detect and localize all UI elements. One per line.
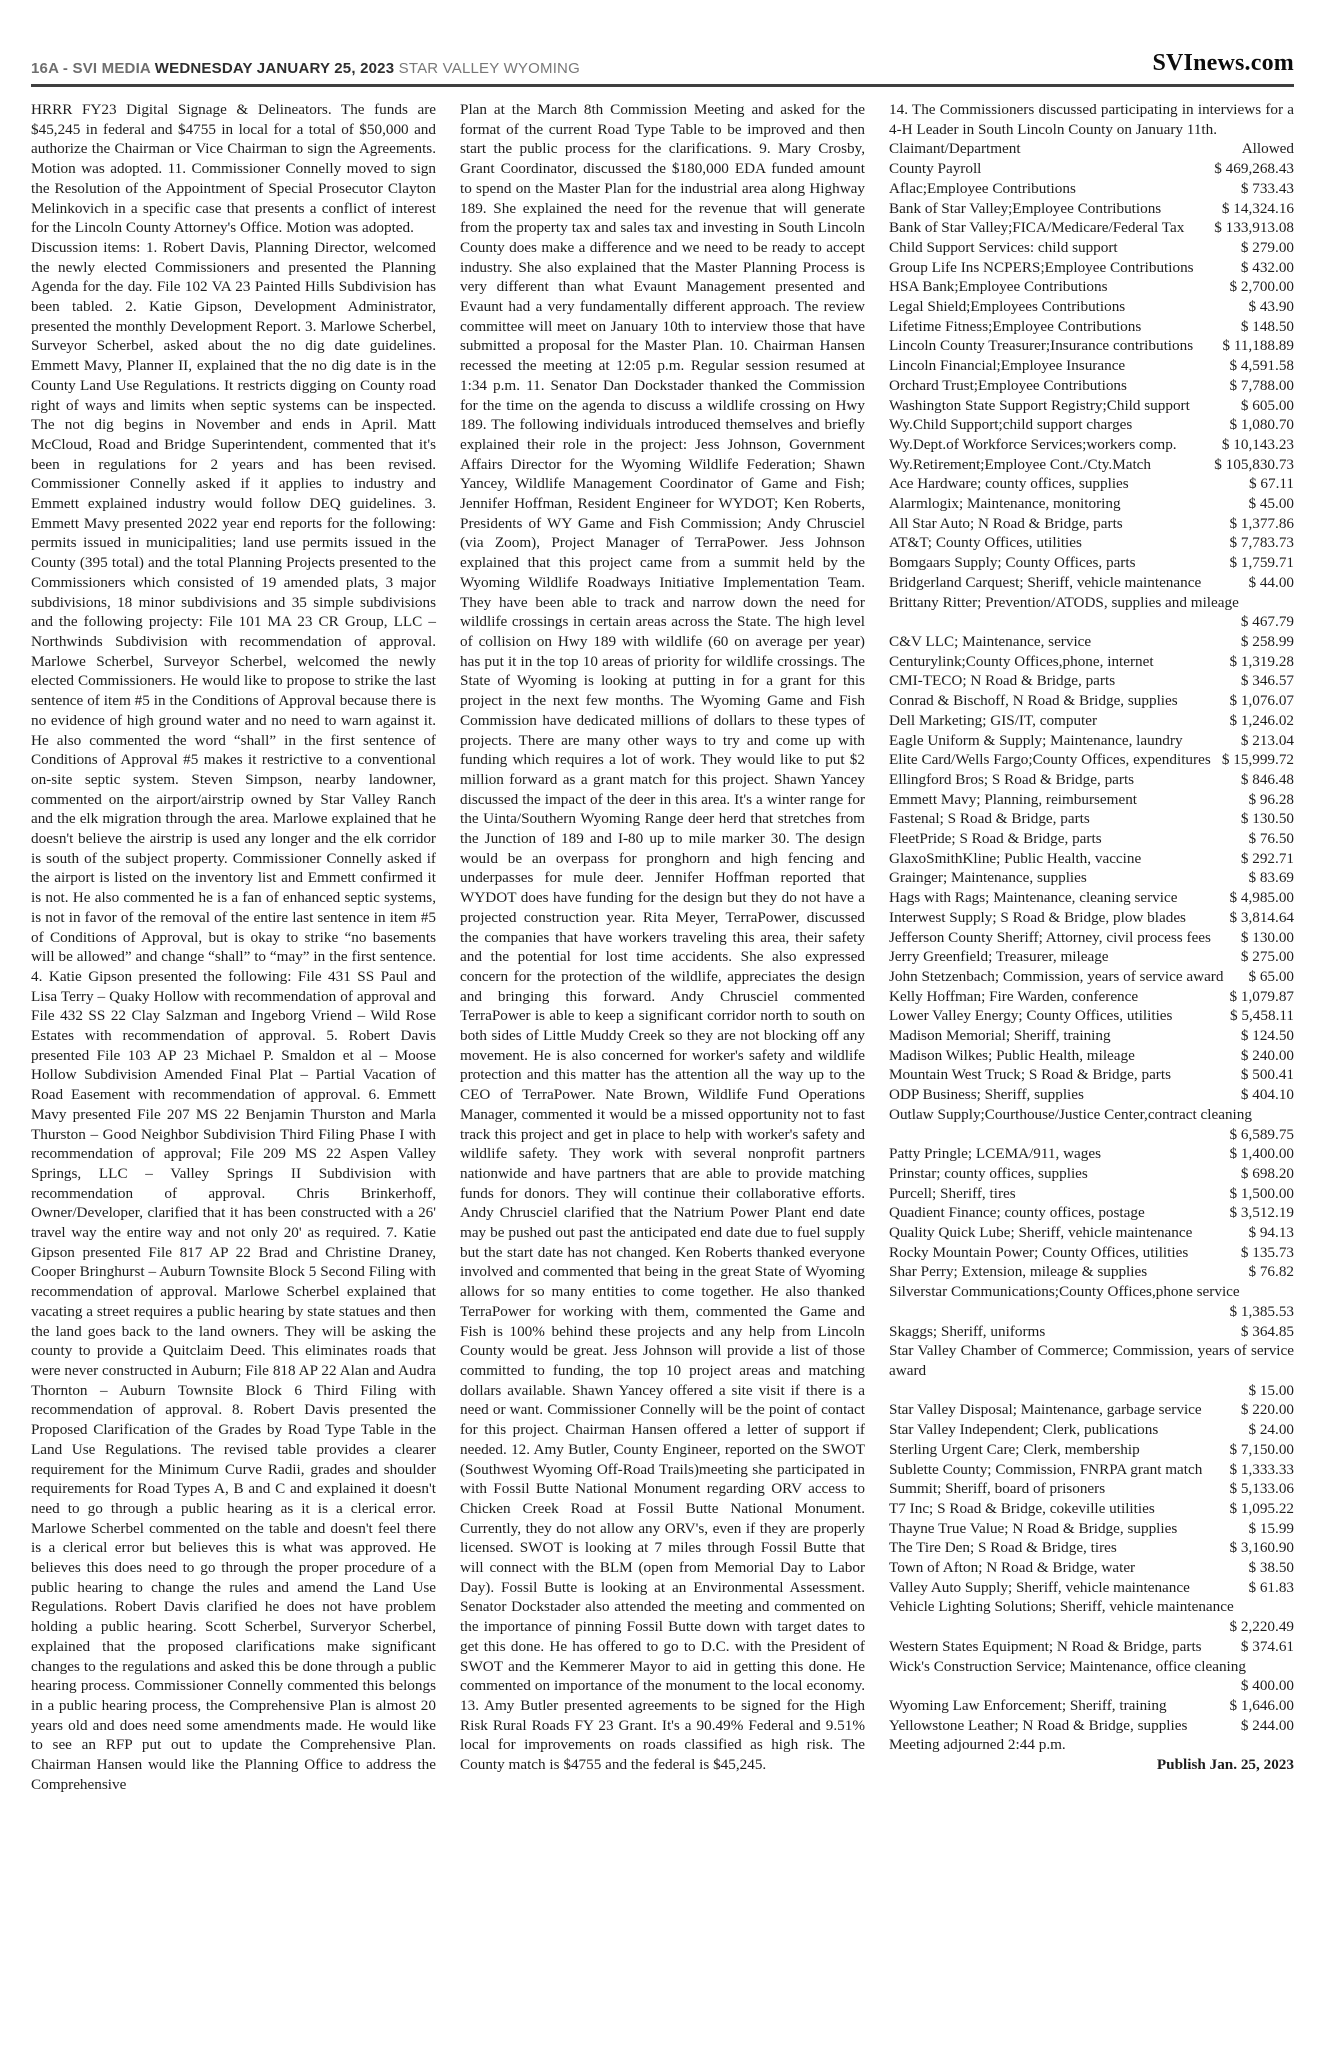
ledger-claimant: Lifetime Fitness;Employee Contributions bbox=[889, 317, 1142, 335]
ledger-row bbox=[889, 1026, 1294, 1046]
ledger-amount: $ 698.20 bbox=[1240, 1164, 1294, 1182]
ledger-amount: $ 1,333.33 bbox=[1229, 1460, 1294, 1478]
ledger-amount: $ 346.57 bbox=[1240, 672, 1294, 690]
article-column-1 bbox=[31, 100, 436, 1794]
ledger-claimant: Star Valley Independent; Clerk, publications bbox=[889, 1421, 1159, 1439]
ledger-amount: $ 83.69 bbox=[1248, 869, 1294, 887]
ledger-row bbox=[889, 809, 1294, 829]
ledger-row bbox=[889, 1420, 1294, 1440]
ledger-claimant: Wy.Dept.of Workforce Services;workers comp. bbox=[889, 435, 1177, 453]
ledger-amount: $ 275.00 bbox=[1240, 948, 1294, 966]
ledger-row bbox=[889, 553, 1294, 573]
ledger-claimant: Lincoln Financial;Employee Insurance bbox=[889, 357, 1126, 375]
ledger-row bbox=[889, 199, 1294, 219]
ledger-claimant: HSA Bank;Employee Contributions bbox=[889, 278, 1108, 296]
ledger-amount: $ 45.00 bbox=[1248, 495, 1294, 513]
ledger-amount: $ 2,220.49 bbox=[1229, 1618, 1294, 1636]
ledger-claimant: Ace Hardware; county offices, supplies bbox=[889, 475, 1129, 493]
ledger-claimant: Eagle Uniform & Supply; Maintenance, laundry bbox=[889, 731, 1183, 749]
ledger-row bbox=[889, 652, 1294, 672]
ledger-claimant: Kelly Hoffman; Fire Warden, conference bbox=[889, 987, 1139, 1005]
ledger-claimant: Child Support Services: child support bbox=[889, 238, 1118, 256]
ledger-claimant: Alarmlogix; Maintenance, monitoring bbox=[889, 495, 1121, 513]
ledger-amount: $ 1,246.02 bbox=[1229, 711, 1294, 729]
ledger-claimant: Bank of Star Valley;Employee Contributions bbox=[889, 199, 1162, 217]
ledger-row bbox=[889, 849, 1294, 869]
ledger-claimant: Lincoln County Treasurer;Insurance contributions bbox=[889, 337, 1194, 355]
ledger-row bbox=[889, 218, 1294, 238]
ledger-amount: $ 44.00 bbox=[1248, 573, 1294, 591]
ledger-amount: $ 15.00 bbox=[1248, 1381, 1294, 1399]
ledger-row bbox=[889, 1558, 1294, 1578]
ledger-claimant: Shar Perry; Extension, mileage & supplies bbox=[889, 1263, 1148, 1281]
ledger-row bbox=[889, 238, 1294, 258]
ledger-row bbox=[889, 829, 1294, 849]
ledger-claimant: Prinstar; county offices, supplies bbox=[889, 1164, 1088, 1182]
ledger-claimant: Purcell; Sheriff, tires bbox=[889, 1184, 1016, 1202]
ledger-claimant: Quality Quick Lube; Sheriff, vehicle maintenance bbox=[889, 1224, 1193, 1242]
ledger-claimant: Outlaw Supply;Courthouse/Justice Center,contract cleaning bbox=[889, 1105, 1252, 1123]
ledger-amount: $ 11,188.89 bbox=[1222, 337, 1294, 355]
ledger-claimant: Madison Wilkes; Public Health, mileage bbox=[889, 1046, 1135, 1064]
ledger-amount: $ 279.00 bbox=[1240, 238, 1294, 256]
ledger-claimant: Mountain West Truck; S Road & Bridge, parts bbox=[889, 1066, 1171, 1084]
ledger-claimant: Fastenal; S Road & Bridge, parts bbox=[889, 810, 1090, 828]
ledger-amount: $ 14,324.16 bbox=[1221, 199, 1294, 217]
ledger-row bbox=[889, 1460, 1294, 1480]
ledger-claimant: Western States Equipment; N Road & Bridge, parts bbox=[889, 1637, 1202, 1655]
ledger-row bbox=[889, 1105, 1294, 1144]
ledger-claimant: The Tire Den; S Road & Bridge, tires bbox=[889, 1539, 1117, 1557]
ledger-row bbox=[889, 967, 1294, 987]
ledger-amount: $ 432.00 bbox=[1240, 258, 1294, 276]
ledger-row bbox=[889, 1696, 1294, 1716]
ledger-claimant: Wy.Retirement;Employee Cont./Cty.Match bbox=[889, 455, 1151, 473]
ledger-claimant: John Stetzenbach; Commission, years of service award bbox=[889, 967, 1224, 985]
ledger-row bbox=[889, 947, 1294, 967]
ledger-header-row bbox=[889, 139, 1294, 159]
ledger-claimant: Centurylink;County Offices,phone, internet bbox=[889, 652, 1154, 670]
ledger-amount: $ 469,268.43 bbox=[1214, 160, 1294, 178]
header-divider bbox=[31, 84, 1294, 87]
page-info bbox=[31, 60, 580, 77]
ledger-claimant: Conrad & Bischoff, N Road & Bridge, supplies bbox=[889, 692, 1178, 710]
ledger-claimant: Hags with Rags; Maintenance, cleaning service bbox=[889, 889, 1178, 907]
ledger-claimant: Bomgaars Supply; County Offices, parts bbox=[889, 554, 1136, 572]
ledger-amount: $ 61.83 bbox=[1248, 1578, 1294, 1596]
ledger-row bbox=[889, 514, 1294, 534]
masthead-logo: SVInews.com bbox=[1152, 50, 1294, 76]
ledger-row bbox=[889, 888, 1294, 908]
ledger-amount: $ 733.43 bbox=[1240, 179, 1294, 197]
ledger-claimant: Silverstar Communications;County Offices,phone service bbox=[889, 1283, 1240, 1301]
ledger-amount: $ 1,076.07 bbox=[1229, 692, 1294, 710]
publish-date-line: Publish Jan. 25, 2023 bbox=[1156, 1756, 1294, 1774]
ledger-amount: $ 1,377.86 bbox=[1229, 514, 1294, 532]
ledger-row bbox=[889, 1657, 1294, 1696]
ledger-row bbox=[889, 336, 1294, 356]
ledger-amount: $ 133,913.08 bbox=[1214, 219, 1294, 237]
ledger-row bbox=[889, 415, 1294, 435]
ledger-row bbox=[889, 1578, 1294, 1598]
ledger-claimant: Legal Shield;Employees Contributions bbox=[889, 298, 1126, 316]
ledger-amount: $ 500.41 bbox=[1240, 1066, 1294, 1084]
ledger-row bbox=[889, 297, 1294, 317]
ledger-row bbox=[889, 455, 1294, 475]
ledger-amount: $ 4,591.58 bbox=[1229, 357, 1294, 375]
ledger-amount: $ 467.79 bbox=[1240, 613, 1294, 631]
ledger-row bbox=[889, 1085, 1294, 1105]
ledger-amount: $ 1,095.22 bbox=[1229, 1499, 1294, 1517]
article-column-3 bbox=[889, 100, 1294, 1794]
ledger-row bbox=[889, 632, 1294, 652]
issue-date-label: WEDNESDAY JANUARY 25, 2023 bbox=[154, 60, 395, 77]
ledger-amount: $ 3,814.64 bbox=[1229, 908, 1294, 926]
ledger-claimant: Jefferson County Sheriff; Attorney, civil process fees bbox=[889, 928, 1211, 946]
ledger-amount: $ 364.85 bbox=[1240, 1322, 1294, 1340]
ledger-claimant: Town of Afton; N Road & Bridge, water bbox=[889, 1559, 1136, 1577]
ledger-claimant: Quadient Finance; county offices, postage bbox=[889, 1204, 1145, 1222]
ledger-claimant: Group Life Ins NCPERS;Employee Contributions bbox=[889, 258, 1194, 276]
ledger-amount: $ 4,985.00 bbox=[1229, 889, 1294, 907]
ledger-claimant: FleetPride; S Road & Bridge, parts bbox=[889, 830, 1102, 848]
ledger-amount: $ 1,079.87 bbox=[1229, 987, 1294, 1005]
ledger-amount: $ 2,700.00 bbox=[1229, 278, 1294, 296]
ledger-row bbox=[889, 1262, 1294, 1282]
ledger-claimant: AT&T; County Offices, utilities bbox=[889, 534, 1082, 552]
ledger-row bbox=[889, 691, 1294, 711]
ledger-amount: $ 258.99 bbox=[1240, 632, 1294, 650]
ledger-row bbox=[889, 376, 1294, 396]
ledger-amount: $ 7,150.00 bbox=[1229, 1440, 1294, 1458]
ledger-row bbox=[889, 1499, 1294, 1519]
ledger-row bbox=[889, 1479, 1294, 1499]
ledger-row bbox=[889, 277, 1294, 297]
ledger-amount: $ 76.82 bbox=[1248, 1263, 1294, 1281]
ledger-row bbox=[889, 356, 1294, 376]
article-paragraph: 14. The Commissioners discussed participating in interviews for a 4-H Leader in South Lincoln County on January 11th. bbox=[889, 101, 1294, 138]
ledger-claimant: C&V LLC; Maintenance, service bbox=[889, 632, 1092, 650]
ledger-amount: $ 605.00 bbox=[1240, 396, 1294, 414]
ledger-row bbox=[889, 1716, 1294, 1736]
ledger-claimant: Aflac;Employee Contributions bbox=[889, 179, 1076, 197]
ledger-claimant: Ellingford Bros; S Road & Bridge, parts bbox=[889, 770, 1135, 788]
article-paragraph: Plan at the March 8th Commission Meeting and asked for the format of the current Road Type Table to be improved and then start the public process for the clarifications. 9. Mary Crosby, Grant Coordinator, discussed the $180,000 EDA funded amount to spend on the Master Plan for the industrial area along Highway 189. She explained the need for the revenue that will generate from the property tax and sales tax and investing in South Lincoln County does make a difference and we need to be ready to accept industry. She also explained that the Master Planning Process is very different than what Evaunt Management presented and Evaunt had a very fundamentally different approach. The review committee will meet on January 10th to interview those that have submitted a proposal for the Master Plan. 10. Chairman Hansen recessed the meeting at 12:05 p.m. Regular session resumed at 1:34 p.m. 11. Senator Dan Dockstader thanked the Commission for the time on the agenda to discuss a wildlife crossing on Hwy 189. The following individuals introduced themselves and briefly explained their role in the project: Jess Johnson, Government Affairs Director for the Wyoming Wildlife Federation; Shawn Yancey, Wildlife Management Coordinator of Game and Fish; Jennifer Hoffman, Resident Engineer for WYDOT; Ken Roberts, Presidents of WY Game and Fish Commission; Andy Chrusciel (via Zoom), Project Manager of TerraPower. Jess Johnson explained that this project came from a summit held by the Wyoming Wildlife Roadways Initiative Implementation Team. They have been able to track and narrow down the need for wildlife crossings in certain areas across the State. The high level of collision on Hwy 189 with wildlife (60 on average per year) has put it in the top 10 areas of priority for wildlife crossings. The State of Wyoming is looking at putting in for a grant for this project in the next few months. The Wyoming Game and Fish Commission have dedicated millions of dollars to these types of projects. There are many other ways to try and come up with funding which requires a lot of work. They would like to put $2 million forward as a grant match for this project. Shawn Yancey discussed the impact of the deer in this area. It's a winter range for the Uinta/Southern Wyoming Range deer herd that stretches from the Junction of 189 and I-80 up to mile marker 30. The design would be an overpass for pronghorn and high fencing and underpasses for mule deer. Jennifer Hoffman reported that WYDOT does have funding for the design but they do not have a projected construction year. Rita Meyer, TerraPower, discussed the companies that have workers traveling this area, their safety and the potential for lost time accidents. She also expressed concern for the protection of the wildlife, appreciates the design and bringing this forward. Andy Chrusciel commented TerraPower is able to keep a significant corridor north to south on both sides of Little Muddy Creek so they are not blocking off any movement. He is also concerned for worker's safety and wildlife protection and this matter has the attention all the way up to the CEO of TerraPower. Nate Brown, Wildlife Fund Operations Manager, commented it would be a missed opportunity not to fast track this project and get in place to help with worker's safety and wildlife safety. They work with several nonprofit partners nationwide and have partners that are able to provide matching funds for donors. They will continue their collaborative efforts. Andy Chrusciel clarified that the Natrium Power Plant end date may be pushed out past the anticipated end date due to fuel supply but the start date has not changed. Ken Roberts thanked everyone involved and commented that being in the great State of Wyoming allows for so many entities to come together. He also thanked TerraPower for working with them, commented the Game and Fish is 100% behind these projects and any help from Lincoln County would be great. Jess Johnson will provide a list of those committed to funding, the top 10 project areas and matching dollars available. Shawn Yancey offered a site visit if there is a need or want. Commissioner Connelly will be the point of contact for this project. Chairman Hansen offered a letter of support if needed. 12. Amy Butler, County Engineer, reported on the SWOT (Southwest Wyoming Off-Road Trails)meeting she participated in with Fossil Butte National Monument regarding ORV access to Chicken Creek Road at Fossil Butte National Monument. Currently, they do not allow any ORV's, even if they are properly licensed. SWOT is looking at 7 miles through Fossil Butte that will connect with the BLM (open from Memorial Day to Labor Day). Fossil Butte is looking at an Environmental Assessment. Senator Dockstader also attended the meeting and commented on the importance of pinning Fossil Butte down with target dates to get this done. He has offered to go to D.C. with the President of SWOT and the Kemmerer Mayor to aid in getting this done. He commented on importance of the monument to the local economy. 13. Amy Butler presented agreements to be signed for the High Risk Rural Roads FY 23 Grant. It's a 90.49% Federal and 9.51% local for improvements on roads classified as high risk. The County match is $4755 and the federal is $45,245. bbox=[460, 101, 865, 1774]
ledger-claimant: Sterling Urgent Care; Clerk, membership bbox=[889, 1440, 1140, 1458]
ledger-amount: $ 15,999.72 bbox=[1221, 751, 1294, 769]
ledger-row bbox=[889, 928, 1294, 948]
ledger-amount: $ 3,512.19 bbox=[1229, 1204, 1294, 1222]
ledger-row bbox=[889, 593, 1294, 632]
ledger-row bbox=[889, 258, 1294, 278]
ledger-claimant: Vehicle Lighting Solutions; Sheriff, vehicle maintenance bbox=[889, 1598, 1234, 1616]
ledger-claimant: Wyoming Law Enforcement; Sheriff, training bbox=[889, 1696, 1167, 1714]
ledger-claimant: Bank of Star Valley;FICA/Medicare/Federal Tax bbox=[889, 219, 1185, 237]
adjournment-note: Meeting adjourned 2:44 p.m. bbox=[889, 1736, 1066, 1754]
ledger-amount: $ 38.50 bbox=[1248, 1559, 1294, 1577]
ledger-claimant: Emmett Mavy; Planning, reimbursement bbox=[889, 790, 1138, 808]
ledger-row bbox=[889, 159, 1294, 179]
ledger-claimant: Brittany Ritter; Prevention/ATODS, supplies and mileage bbox=[889, 593, 1239, 611]
ledger-row bbox=[889, 1203, 1294, 1223]
ledger-claimant: Valley Auto Supply; Sheriff, vehicle maintenance bbox=[889, 1578, 1190, 1596]
ledger-amount: $ 1,385.53 bbox=[1229, 1302, 1294, 1320]
ledger-row bbox=[889, 868, 1294, 888]
ledger-row bbox=[889, 1006, 1294, 1026]
ledger-row bbox=[889, 1065, 1294, 1085]
ledger-amount: $ 65.00 bbox=[1248, 967, 1294, 985]
ledger-row bbox=[889, 1440, 1294, 1460]
ledger-row bbox=[889, 1538, 1294, 1558]
ledger-claimant: Interwest Supply; S Road & Bridge, plow blades bbox=[889, 908, 1186, 926]
ledger-amount: $ 15.99 bbox=[1248, 1519, 1294, 1537]
ledger-claimant: ODP Business; Sheriff, supplies bbox=[889, 1086, 1084, 1104]
ledger-amount: $ 43.90 bbox=[1248, 298, 1294, 316]
article-column-2 bbox=[460, 100, 865, 1794]
ledger-claimant: Skaggs; Sheriff, uniforms bbox=[889, 1322, 1046, 1340]
ledger-amount: $ 5,133.06 bbox=[1229, 1480, 1294, 1498]
ledger-row bbox=[889, 1046, 1294, 1066]
ledger-row bbox=[889, 1282, 1294, 1321]
ledger-row bbox=[889, 770, 1294, 790]
ledger-amount: $ 240.00 bbox=[1240, 1046, 1294, 1064]
column3-intro bbox=[889, 100, 1294, 139]
ledger-amount: $ 244.00 bbox=[1240, 1716, 1294, 1734]
ledger-claimant: Yellowstone Leather; N Road & Bridge, supplies bbox=[889, 1716, 1188, 1734]
ledger-amount: $ 3,160.90 bbox=[1229, 1539, 1294, 1557]
ledger-amount: $ 213.04 bbox=[1240, 731, 1294, 749]
ledger-amount: $ 1,400.00 bbox=[1229, 1145, 1294, 1163]
ledger-amount: $ 67.11 bbox=[1249, 475, 1294, 493]
ledger-row bbox=[889, 1322, 1294, 1342]
ledger-claimant: Elite Card/Wells Fargo;County Offices, expenditures bbox=[889, 751, 1211, 769]
ledger-amount: $ 105,830.73 bbox=[1214, 455, 1294, 473]
ledger-claimant: Washington State Support Registry;Child support bbox=[889, 396, 1190, 414]
ledger-claimant: Madison Memorial; Sheriff, training bbox=[889, 1027, 1111, 1045]
ledger-row bbox=[889, 1144, 1294, 1164]
ledger-amount: $ 7,783.73 bbox=[1229, 534, 1294, 552]
ledger-amount: $ 124.50 bbox=[1240, 1027, 1294, 1045]
ledger-amount: $ 1,500.00 bbox=[1229, 1184, 1294, 1202]
ledger-claimant: Bridgerland Carquest; Sheriff, vehicle maintenance bbox=[889, 573, 1202, 591]
ledger-row bbox=[889, 731, 1294, 751]
ledger-claimant: Wy.Child Support;child support charges bbox=[889, 416, 1133, 434]
ledger-row bbox=[889, 1164, 1294, 1184]
ledger-row bbox=[889, 317, 1294, 337]
ledger-claimant: Jerry Greenfield; Treasurer, mileage bbox=[889, 948, 1109, 966]
page-number-label: 16A - SVI MEDIA bbox=[31, 60, 155, 77]
ledger-amount: $ 1,319.28 bbox=[1229, 652, 1294, 670]
ledger-amount: $ 6,589.75 bbox=[1229, 1125, 1294, 1143]
ledger-amount: $ 94.13 bbox=[1248, 1224, 1294, 1242]
ledger-amount: $ 1,080.70 bbox=[1229, 416, 1294, 434]
ledger-row bbox=[889, 573, 1294, 593]
ledger-amount: $ 130.00 bbox=[1240, 928, 1294, 946]
ledger-amount: $ 24.00 bbox=[1248, 1421, 1294, 1439]
ledger-row bbox=[889, 1243, 1294, 1263]
ledger-claimant: Patty Pringle; LCEMA/911, wages bbox=[889, 1145, 1102, 1163]
ledger-row bbox=[889, 1184, 1294, 1204]
ledger-claimant: Thayne True Value; N Road & Bridge, supplies bbox=[889, 1519, 1178, 1537]
ledger-amount: $ 7,788.00 bbox=[1229, 376, 1294, 394]
ledger-amount: $ 846.48 bbox=[1240, 770, 1294, 788]
ledger-amount: $ 5,458.11 bbox=[1230, 1007, 1294, 1025]
ledger-claimant: Lower Valley Energy; County Offices, utilities bbox=[889, 1007, 1173, 1025]
ledger-amount: $ 400.00 bbox=[1240, 1677, 1294, 1695]
ledger-row bbox=[889, 908, 1294, 928]
ledger-row bbox=[889, 396, 1294, 416]
ledger-claimant: Wick's Construction Service; Maintenance, office cleaning bbox=[889, 1657, 1246, 1675]
ledger-amount: $ 76.50 bbox=[1248, 830, 1294, 848]
ledger-row bbox=[889, 987, 1294, 1007]
ledger-amount: $ 96.28 bbox=[1248, 790, 1294, 808]
ledger-row bbox=[889, 179, 1294, 199]
ledger-row bbox=[889, 1519, 1294, 1539]
ledger-row bbox=[889, 494, 1294, 514]
ledger-amount: $ 220.00 bbox=[1240, 1401, 1294, 1419]
ledger-amount: $ 1,646.00 bbox=[1229, 1696, 1294, 1714]
ledger-amount: $ 148.50 bbox=[1240, 317, 1294, 335]
article-paragraph: Discussion items: 1. Robert Davis, Planning Director, welcomed the newly elected Commissioners and presented the Planning Agenda for the day. File 102 VA 23 Painted Hills Subdivision has been tabled. 2. Katie Gipson, Development Administrator, presented the monthly Development Report. 3. Marlowe Scherbel, Surveyor Scherbel, asked about the no dig date guidelines. Emmett Mavy, Planner II, explained that the no dig date is in the County Land Use Regulations. It restricts digging on County road right of ways and limits when septic systems can be inspected. The not dig begins in November and ends in April. Matt McCloud, Road and Bridge Superintendent, commented that it's been in regulations for 2 years and has been revised. Commissioner Connelly asked if it applies to industry and Emmett explained industry would follow DEQ guidelines. 3. Emmett Mavy presented 2022 year end reports for the following: permits issued in municipalities; land use permits issued in the County (395 total) and the total Planning Projects presented to the Commissioners which consisted of 19 amended plats, 3 major subdivisions, 18 minor subdivisions and 35 simple subdivisions and the following projecty: File 101 MA 23 CR Group, LLC – Northwinds Subdivision with recommendation of approval. Marlowe Scherbel, Surveyor Scherbel, welcomed the newly elected Commissioners. He would like to propose to strike the last sentence of item #5 in the Conditions of Approval because there is no evidence of high ground water and no need to warn against it. He also commented the word “shall” in the first sentence of Conditions of Approval #5 makes it restrictive to a conventional on-site septic system. Steven Simpson, nearby landowner, commented on the airport/airstrip owned by Star Valley Ranch and the elk migration through the area. Marlowe explained that he doesn't believe the airstrip is used any longer and the elk corridor is south of the subject property. Commissioner Connelly asked if the airport is listed on the inventory list and Emmett confirmed it is not. He also commented he is a fan of enhanced septic systems, is not in favor of the removal of the entire last sentence in item #5 of Conditions of Approval, but is okay to strike “no basements will be allowed” and change “shall” to “may” in the first sentence. 4. Katie Gipson presented the following: File 431 SS Paul and Lisa Terry – Quaky Hollow with recommendation of approval and File 432 SS 22 Clay Salzman and Ingeborg Vriend – Wild Rose Estates with recommendation of approval. 5. Robert Davis presented File 103 AP 23 Michael P. Smaldon et al – Moose Hollow Subdivision Amended Final Plat – Partial Vacation of Road Easement with recommendation of approval. 6. Emmett Mavy presented File 207 MS 22 Benjamin Thurston and Marla Thurston – Good Neighbor Subdivision Third Filing Phase I with recommendation of approval; File 209 MS 22 Aspen Valley Springs, LLC – Valley Springs II Subdivision with recommendation of approval. Chris Brinkerhoff, Owner/Developer, clarified that it has been constructed with a 26' travel way the entire way and not only 20' as required. 7. Katie Gipson presented File 817 AP 22 Brad and Christine Draney, Cooper Bringhurst – Auburn Townsite Block 5 Second Filing with recommendation of approval. Marlowe Scherbel explained that vacating a street requires a public hearing by state statues and then the land goes back to the land owners. They will be asking the county to provide a Quitclaim Deed. This eliminates roads that were never constructed in Auburn; File 818 AP 22 Alan and Audra Thornton – Auburn Townsite Block 6 Third Filing with recommendation of approval. 8. Robert Davis presented the Proposed Clarification of the Grades by Road Type Table in the Land Use Regulations. The revised table provides a clearer requirement for the Minimum Curve Radii, grades and shoulder requirements for Road Types A, B and C and explained it doesn't need to go through a public hearing as it is a clerical error. Marlowe Scherbel commented on the table and doesn't feel there is a clerical error but believes this is what was approved. He believes this does need to go through the proper procedure of a public hearing to change the rules and amend the Land Use Regulations. Robert Davis clarified he does not have problem holding a public hearing. Scott Scherbel, Surveryor Scherbel, explained that the proposed clarifications make significant changes to the regulations and asked this be done through a public hearing process. Commissioner Connelly commented this belongs in a public hearing process, the Comprehensive Plan is almost 20 years old and does need some amendments made. He would like to see an RFP put out to update the Comprehensive Plan. Chairman Hansen would like the Planning Office to address the Comprehensive bbox=[31, 238, 436, 1793]
ledger-amount: $ 135.73 bbox=[1240, 1243, 1294, 1261]
ledger-claimant: T7 Inc; S Road & Bridge, cokeville utilities bbox=[889, 1499, 1155, 1517]
ledger-claimant: All Star Auto; N Road & Bridge, parts bbox=[889, 514, 1123, 532]
ledger-claimant: Grainger; Maintenance, supplies bbox=[889, 869, 1087, 887]
ledger-claimant: Summit; Sheriff, board of prisoners bbox=[889, 1480, 1106, 1498]
claims-ledger bbox=[889, 159, 1294, 1735]
ledger-amount: $ 130.50 bbox=[1240, 810, 1294, 828]
ledger-row bbox=[889, 1597, 1294, 1636]
ledger-row bbox=[889, 750, 1294, 770]
article-columns bbox=[31, 100, 1294, 1794]
ledger-row bbox=[889, 1637, 1294, 1657]
ledger-amount: $ 374.61 bbox=[1240, 1637, 1294, 1655]
ledger-claimant: GlaxoSmithKline; Public Health, vaccine bbox=[889, 849, 1142, 867]
ledger-claimant: Star Valley Disposal; Maintenance, garbage service bbox=[889, 1401, 1202, 1419]
ledger-claimant: Orchard Trust;Employee Contributions bbox=[889, 376, 1127, 394]
ledger-amount: $ 10,143.23 bbox=[1221, 435, 1294, 453]
ledger-claimant: CMI-TECO; N Road & Bridge, parts bbox=[889, 672, 1116, 690]
ledger-claimant: Star Valley Chamber of Commerce; Commission, years of service award bbox=[889, 1342, 1294, 1379]
page-header bbox=[31, 0, 1294, 77]
ledger-row bbox=[889, 711, 1294, 731]
location-label: STAR VALLEY WYOMING bbox=[394, 60, 580, 77]
ledger-claimant: Sublette County; Commission, FNRPA grant match bbox=[889, 1460, 1203, 1478]
ledger-claimant-header: Claimant/Department bbox=[889, 140, 1021, 158]
ledger-row bbox=[889, 1223, 1294, 1243]
ledger-allowed-header: Allowed bbox=[1241, 140, 1294, 158]
ledger-row bbox=[889, 533, 1294, 553]
ledger-amount: $ 404.10 bbox=[1240, 1086, 1294, 1104]
ledger-row bbox=[889, 474, 1294, 494]
ledger-amount: $ 292.71 bbox=[1240, 849, 1294, 867]
ledger-claimant: County Payroll bbox=[889, 160, 982, 178]
ledger-claimant: Dell Marketing; GIS/IT, computer bbox=[889, 711, 1098, 729]
ledger-row bbox=[889, 435, 1294, 455]
ledger-row bbox=[889, 1341, 1294, 1400]
ledger-claimant: Rocky Mountain Power; County Offices, utilities bbox=[889, 1243, 1189, 1261]
article-paragraph: HRRR FY23 Digital Signage & Delineators. The funds are $45,245 in federal and $4755 in local for a total of $50,000 and authorize the Chairman or Vice Chairman to sign the Agreements. Motion was adopted. 11. Commissioner Connelly moved to sign the Resolution of the Appointment of Special Prosecutor Clayton Melinkovich in a specific case that presents a conflict of interest for the Lincoln County Attorney's Office. Motion was adopted. bbox=[31, 101, 436, 237]
ledger-row bbox=[889, 1400, 1294, 1420]
ledger-amount: $ 1,759.71 bbox=[1229, 554, 1294, 572]
ledger-row bbox=[889, 671, 1294, 691]
ledger-row bbox=[889, 790, 1294, 810]
